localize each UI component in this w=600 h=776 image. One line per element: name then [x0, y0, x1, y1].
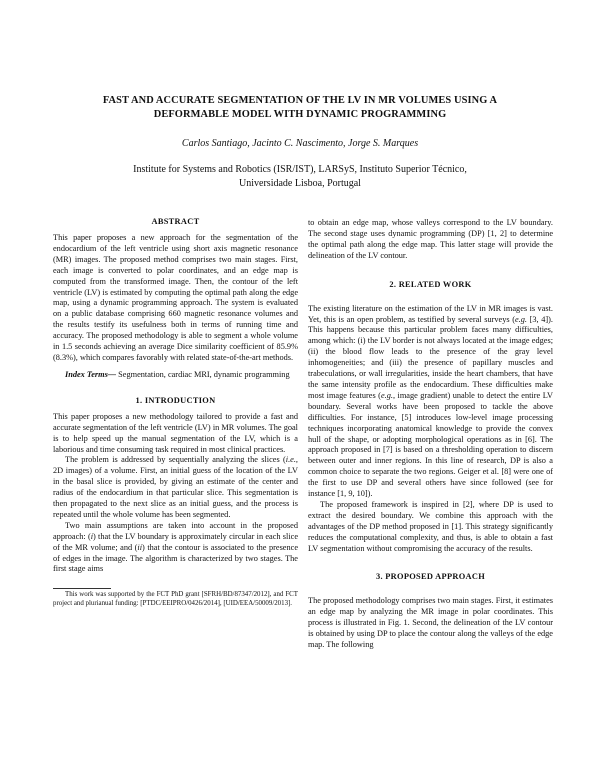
- intro-paragraph-3: Two main assumptions are taken into account in the proposed approach: (i) that the LV boundary is approximately circular in each slice of the MR volume; and (ii) that the contour is associated to the presence of edges in the image. The algorithm is characterized by two stages. The first stage aims: [53, 520, 299, 574]
- left-column: [53, 216, 298, 609]
- proposed-approach-paragraph-1: The proposed methodology comprises two main stages. First, it estimates an edge map by analyzing the MR image in polar coordinates. This process is illustrated in Fig. 1. Second, the delineation of the LV contour is obtained by using DP to place the contour along the valleys of the edge map. The following: [308, 596, 553, 650]
- affiliation-line-2: Universidade Lisboa, Portugal: [239, 177, 361, 189]
- related-work-heading: 2. RELATED WORK: [389, 279, 472, 289]
- title-line-1: FAST AND ACCURATE SEGMENTATION OF THE LV IN MR VOLUMES USING A: [102, 95, 498, 106]
- title-line-2: DEFORMABLE MODEL WITH DYNAMIC PROGRAMMING: [153, 108, 447, 120]
- authors: Carlos Santiago, Jacinto C. Nascimento, Jorge S. Marques: [181, 138, 419, 149]
- abstract-heading: ABSTRACT: [151, 217, 200, 226]
- related-work-paragraph-1: The existing literature on the estimation of the LV in MR images is vast. Yet, this is an open problem, as testified by several surveys (e.g. [3, 4]). This happens because this particular problem faces many difficulties, among which: (i) the LV border is not always located at the image edges; (ii) the blood flow leads to the presence of the gray level inhomogeneities; and (iii) the presence of papillary muscles and trabeculations, or wall irregularities, inside the heart chambers, that have the same intensity profile as the endocardium. These difficulties make most image features (e.g., image gradient) unable to detect the entire LV boundary. Several works have been proposed to tackle the above difficulties. For instance, [5] introduces low-level image processing techniques incorporating anatomical knowledge to provide the convex hull of the shape, or adopting morphological operations as in [6]. The approach proposed in [7] is based on a thresholding operation to discern between outer and inner regions. In this line of research, DP is also a common choice to separate the two regions. Geiger et al. [8] were one of the first to use DP and several others have since followed (see for instance [1, 9, 10]).: [308, 303, 553, 499]
- related-work-paragraph-2: The proposed framework is inspired in [2], where DP is used to extract the desired boundary. We combine this approach with the advantages of the DP method proposed in [1]. This strategy significantly reduces the computational complexity, and thus, is able to obtain a fast LV segmentation without compromising the accuracy of the results.: [308, 499, 553, 553]
- funding-footnote: This work was supported by the FCT PhD grant [SFRH/BD/87347/2012], and FCT project and plurianual funding: [PTDC/EEIPRO/0426/2014], [UID/EEA/50009/2013].: [53, 591, 298, 607]
- index-terms-text: Segmentation, cardiac MRI, dynamic programming: [116, 369, 290, 379]
- index-terms: [53, 370, 298, 381]
- intro-paragraph-2: The problem is addressed by sequentially analyzing the slices (i.e., 2D images) of a volume. First, an initial guess of the location of the LV in the basal slice is provided, by giving an estimate of the center and radius of the endocardium in that particular slice. This segmentation is then propagated to the next slice as an initial guess, and the process is repeated until the whole volume has been segmented.: [53, 455, 298, 519]
- proposed-approach-heading: 3. PROPOSED APPROACH: [375, 572, 486, 582]
- right-column: [308, 218, 553, 651]
- affiliation: [40, 163, 560, 190]
- abstract-text: This paper proposes a new approach for the segmentation of the endocardium of the left ventricle using short axis magnetic resonance (MR) images. The proposed method comprises two main stages. First, each image is converted to polar coordinates, and an edge map is computed from the transformed image. Then, the contour of the left ventricle (LV) is estimated by computing the optimal path along the edge map, using a dynamic programming approach. The system is evaluated on a public database comprising 660 magnetic resonance volumes and the results testify its usefulness both in terms of running time and accuracy. The proposed methodology is able to segment a whole volume in 1.5 seconds achieving an average Dice similarity coefficient of 85.9% (8.3%), which compares favorably with related state-of-the-art methods.: [53, 233, 298, 362]
- intro-continuation: to obtain an edge map, whose valleys correspond to the LV boundary. The second stage uses dynamic programming (DP) [1, 2] to determine the optimal path along the edge map. This latter stage will provide the delineation of the LV contour.: [308, 218, 553, 260]
- index-terms-label: Index Terms—: [65, 369, 117, 379]
- introduction-heading: 1. INTRODUCTION: [135, 395, 216, 405]
- paper-title: [40, 94, 560, 121]
- affiliation-line-1: Institute for Systems and Robotics (ISR/IST), LARSyS, Instituto Superior Técnico,: [133, 164, 467, 175]
- footnote-rule: [53, 588, 111, 589]
- intro-paragraph-1: This paper proposes a new methodology tailored to provide a fast and accurate segmentation of the left ventricle (LV) in MR volumes. The goal is to help speed up the manual segmentation of the LV, which is a laborious and time consuming task required in most clinical practices.: [53, 411, 298, 454]
